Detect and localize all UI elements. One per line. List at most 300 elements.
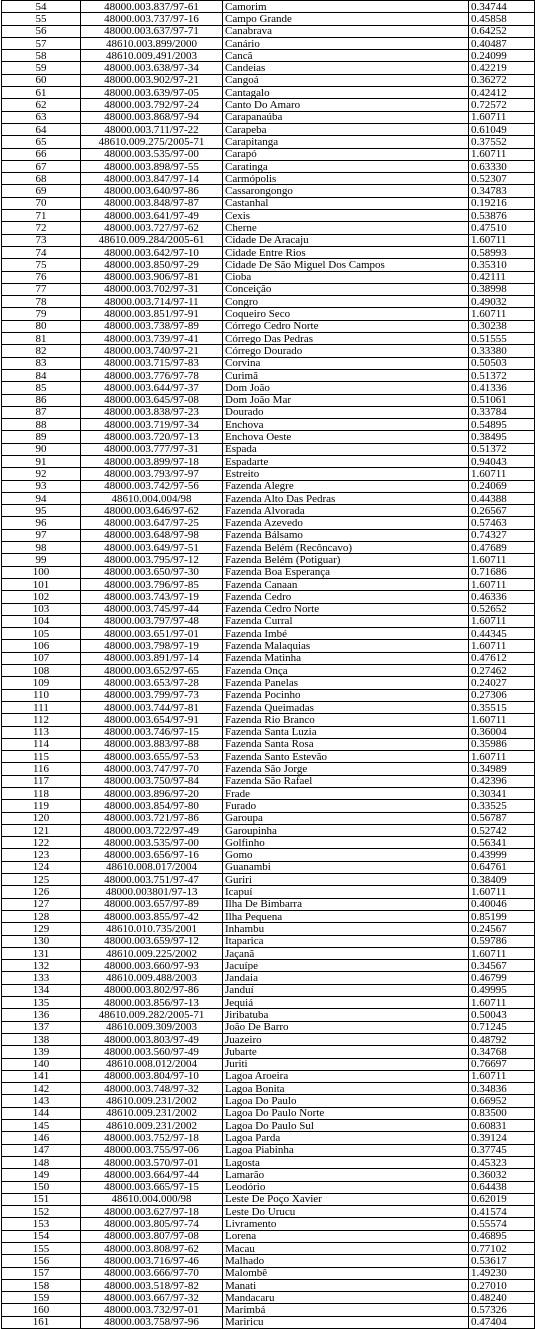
value-cell: 0.42396: [469, 775, 535, 787]
value-cell: 0.57326: [469, 1304, 535, 1316]
field-name-cell: Fazenda Santa Rosa: [223, 738, 469, 750]
row-number-cell: 161: [2, 1316, 81, 1328]
row-number-cell: 103: [2, 603, 81, 615]
table-row: [2, 160, 535, 172]
value-cell: 0.41574: [469, 1206, 535, 1218]
value-cell: 1.60711: [469, 148, 535, 160]
process-number-cell: 48000.003.747/97-70: [81, 763, 223, 775]
field-name-cell: Carapanaúba: [223, 111, 469, 123]
field-name-cell: Itaparica: [223, 935, 469, 947]
field-name-cell: Jiribatuba: [223, 1009, 469, 1021]
row-number-cell: 72: [2, 222, 81, 234]
process-number-cell: 48610.008.017/2004: [81, 861, 223, 873]
value-cell: 0.56341: [469, 837, 535, 849]
process-number-cell: 48000.003.714/97-11: [81, 296, 223, 308]
table-row: [2, 1107, 535, 1119]
row-number-cell: 99: [2, 554, 81, 566]
process-number-cell: 48610.009.275/2005-71: [81, 136, 223, 148]
field-name-cell: Carapó: [223, 148, 469, 160]
table-row: [2, 443, 535, 455]
table-row: [2, 455, 535, 467]
field-name-cell: Garoupa: [223, 812, 469, 824]
row-number-cell: 96: [2, 517, 81, 529]
value-cell: 0.34836: [469, 1083, 535, 1095]
row-number-cell: 89: [2, 431, 81, 443]
field-name-cell: Dom João: [223, 382, 469, 394]
table-row: [2, 542, 535, 554]
table-row: [2, 837, 535, 849]
value-cell: 0.51372: [469, 369, 535, 381]
field-name-cell: Lagoa Aroeira: [223, 1070, 469, 1082]
value-cell: 0.58993: [469, 246, 535, 258]
table-row: [2, 923, 535, 935]
row-number-cell: 111: [2, 701, 81, 713]
row-number-cell: 82: [2, 345, 81, 357]
field-name-cell: Campo Grande: [223, 13, 469, 25]
process-number-cell: 48000.003801/97-13: [81, 886, 223, 898]
table-row: [2, 775, 535, 787]
table-row: [2, 1242, 535, 1254]
field-name-cell: Janduí: [223, 984, 469, 996]
field-name-cell: Estreito: [223, 468, 469, 480]
value-cell: 1.60711: [469, 886, 535, 898]
row-number-cell: 136: [2, 1009, 81, 1021]
row-number-cell: 152: [2, 1206, 81, 1218]
value-cell: 1.60711: [469, 308, 535, 320]
value-cell: 0.37745: [469, 1144, 535, 1156]
value-cell: 0.52307: [469, 173, 535, 185]
row-number-cell: 124: [2, 861, 81, 873]
value-cell: 0.26567: [469, 505, 535, 517]
field-name-cell: Juazeiro: [223, 1033, 469, 1045]
row-number-cell: 105: [2, 628, 81, 640]
row-number-cell: 91: [2, 455, 81, 467]
process-number-cell: 48000.003.851/97-91: [81, 308, 223, 320]
row-number-cell: 67: [2, 160, 81, 172]
field-name-cell: Fazenda Azevedo: [223, 517, 469, 529]
field-name-cell: Cexis: [223, 210, 469, 222]
field-name-cell: Fazenda Rio Branco: [223, 714, 469, 726]
value-cell: 0.41336: [469, 382, 535, 394]
table-row: [2, 50, 535, 62]
field-name-cell: Leste Do Urucu: [223, 1206, 469, 1218]
value-cell: 0.57463: [469, 517, 535, 529]
process-number-cell: 48000.003.640/97-86: [81, 185, 223, 197]
process-number-cell: 48000.003.739/97-41: [81, 333, 223, 345]
table-row: [2, 800, 535, 812]
field-name-cell: Lamarão: [223, 1169, 469, 1181]
field-name-cell: Fazenda Matinha: [223, 652, 469, 664]
row-number-cell: 57: [2, 37, 81, 49]
table-row: [2, 1083, 535, 1095]
value-cell: 0.38409: [469, 874, 535, 886]
row-number-cell: 86: [2, 394, 81, 406]
value-cell: 0.56787: [469, 812, 535, 824]
value-cell: 0.37552: [469, 136, 535, 148]
row-number-cell: 145: [2, 1120, 81, 1132]
table-row: [2, 640, 535, 652]
table-row: [2, 615, 535, 627]
process-number-cell: 48000.003.755/97-06: [81, 1144, 223, 1156]
table-row: [2, 308, 535, 320]
row-number-cell: 113: [2, 726, 81, 738]
row-number-cell: 142: [2, 1083, 81, 1095]
field-name-cell: Cassarongongo: [223, 185, 469, 197]
value-cell: 0.48240: [469, 1292, 535, 1304]
value-cell: 0.85199: [469, 910, 535, 922]
field-name-cell: Canto Do Amaro: [223, 99, 469, 111]
process-number-cell: 48000.003.727/97-62: [81, 222, 223, 234]
process-number-cell: 48000.003.637/97-71: [81, 25, 223, 37]
table-row: [2, 591, 535, 603]
value-cell: 0.83500: [469, 1107, 535, 1119]
process-number-cell: 48000.003.855/97-42: [81, 910, 223, 922]
value-cell: 1.60711: [469, 640, 535, 652]
field-name-cell: Camorim: [223, 1, 469, 13]
field-name-cell: Espadarte: [223, 455, 469, 467]
value-cell: 0.54895: [469, 419, 535, 431]
value-cell: 0.27462: [469, 665, 535, 677]
value-cell: 0.52742: [469, 824, 535, 836]
table-row: [2, 886, 535, 898]
field-name-cell: Fazenda Santa Luzia: [223, 726, 469, 738]
field-name-cell: Castanhal: [223, 197, 469, 209]
row-number-cell: 58: [2, 50, 81, 62]
value-cell: 0.33784: [469, 406, 535, 418]
table-row: [2, 271, 535, 283]
value-cell: 1.60711: [469, 751, 535, 763]
process-number-cell: 48000.003.650/97-30: [81, 566, 223, 578]
row-number-cell: 135: [2, 997, 81, 1009]
process-number-cell: 48000.003.799/97-73: [81, 689, 223, 701]
row-number-cell: 120: [2, 812, 81, 824]
value-cell: 0.34567: [469, 960, 535, 972]
table-row: [2, 1021, 535, 1033]
field-name-cell: Guriri: [223, 874, 469, 886]
row-number-cell: 69: [2, 185, 81, 197]
table-row: [2, 345, 535, 357]
process-number-cell: 48610.009.284/2005-61: [81, 234, 223, 246]
field-name-cell: Jequiá: [223, 997, 469, 1009]
value-cell: 0.61049: [469, 123, 535, 135]
table-row: [2, 259, 535, 271]
row-number-cell: 133: [2, 972, 81, 984]
value-cell: 0.64252: [469, 25, 535, 37]
process-number-cell: 48000.003.758/97-96: [81, 1316, 223, 1328]
field-name-cell: Lorena: [223, 1230, 469, 1242]
field-name-cell: Lagosta: [223, 1156, 469, 1168]
value-cell: 0.24027: [469, 677, 535, 689]
process-number-cell: 48000.003.802/97-86: [81, 984, 223, 996]
value-cell: 0.27306: [469, 689, 535, 701]
process-number-cell: 48000.003.665/97-15: [81, 1181, 223, 1193]
row-number-cell: 130: [2, 935, 81, 947]
row-number-cell: 125: [2, 874, 81, 886]
field-name-cell: Gomo: [223, 849, 469, 861]
process-number-cell: 48000.003.797/97-48: [81, 615, 223, 627]
process-number-cell: 48610.009.309/2003: [81, 1021, 223, 1033]
row-number-cell: 80: [2, 320, 81, 332]
value-cell: 0.35310: [469, 259, 535, 271]
field-name-cell: Fazenda Curral: [223, 615, 469, 627]
value-cell: 0.36032: [469, 1169, 535, 1181]
field-name-cell: Lagoa Bonita: [223, 1083, 469, 1095]
field-name-cell: Canabrava: [223, 25, 469, 37]
table-row: [2, 849, 535, 861]
table-row: [2, 210, 535, 222]
process-number-cell: 48000.003.651/97-01: [81, 628, 223, 640]
table-row: [2, 369, 535, 381]
table-body: [2, 1, 535, 1329]
row-number-cell: 150: [2, 1181, 81, 1193]
row-number-cell: 110: [2, 689, 81, 701]
value-cell: 0.36004: [469, 726, 535, 738]
table-row: [2, 628, 535, 640]
row-number-cell: 84: [2, 369, 81, 381]
process-number-cell: 48000.003.715/97-83: [81, 357, 223, 369]
table-row: [2, 99, 535, 111]
row-number-cell: 59: [2, 62, 81, 74]
table-row: [2, 1304, 535, 1316]
field-name-cell: Malhado: [223, 1255, 469, 1267]
row-number-cell: 70: [2, 197, 81, 209]
process-number-cell: 48000.003.850/97-29: [81, 259, 223, 271]
table-row: [2, 652, 535, 664]
process-number-cell: 48610.009.231/2002: [81, 1120, 223, 1132]
row-number-cell: 158: [2, 1279, 81, 1291]
field-name-cell: Carmópolis: [223, 173, 469, 185]
table-row: [2, 874, 535, 886]
value-cell: 0.74327: [469, 529, 535, 541]
process-number-cell: 48000.003.652/97-65: [81, 665, 223, 677]
process-number-cell: 48000.003.638/97-34: [81, 62, 223, 74]
value-cell: 0.44388: [469, 492, 535, 504]
field-name-cell: Fazenda Alvorada: [223, 505, 469, 517]
value-cell: 0.40487: [469, 37, 535, 49]
row-number-cell: 140: [2, 1058, 81, 1070]
table-row: [2, 320, 535, 332]
field-name-cell: Fazenda Bálsamo: [223, 529, 469, 541]
row-number-cell: 97: [2, 529, 81, 541]
table-row: [2, 824, 535, 836]
table-row: [2, 960, 535, 972]
field-name-cell: Fazenda Malaquias: [223, 640, 469, 652]
field-name-cell: Córrego Dourado: [223, 345, 469, 357]
table-row: [2, 25, 535, 37]
field-name-cell: Guanambi: [223, 861, 469, 873]
table-row: [2, 406, 535, 418]
row-number-cell: 127: [2, 898, 81, 910]
process-number-cell: 48000.003.648/97-98: [81, 529, 223, 541]
row-number-cell: 119: [2, 800, 81, 812]
value-cell: 0.24099: [469, 50, 535, 62]
value-cell: 0.53876: [469, 210, 535, 222]
field-name-cell: Córrego Cedro Norte: [223, 320, 469, 332]
field-name-cell: Garoupinha: [223, 824, 469, 836]
field-name-cell: Jacuípe: [223, 960, 469, 972]
process-number-cell: 48000.003.795/97-12: [81, 554, 223, 566]
field-name-cell: Frade: [223, 788, 469, 800]
row-number-cell: 153: [2, 1218, 81, 1230]
value-cell: 0.72572: [469, 99, 535, 111]
value-cell: 0.34989: [469, 763, 535, 775]
process-number-cell: 48000.003.744/97-81: [81, 701, 223, 713]
value-cell: 1.60711: [469, 468, 535, 480]
field-name-cell: Mariricu: [223, 1316, 469, 1328]
table-row: [2, 111, 535, 123]
table-row: [2, 468, 535, 480]
table-row: [2, 1255, 535, 1267]
table-row: [2, 578, 535, 590]
row-number-cell: 77: [2, 283, 81, 295]
value-cell: 0.42412: [469, 87, 535, 99]
value-cell: 0.64438: [469, 1181, 535, 1193]
process-number-cell: 48000.003.752/97-18: [81, 1132, 223, 1144]
table-row: [2, 997, 535, 1009]
field-name-cell: Cidade Entre Rios: [223, 246, 469, 258]
field-name-cell: Congro: [223, 296, 469, 308]
process-number-cell: 48000.003.649/97-51: [81, 542, 223, 554]
field-name-cell: Carapitanga: [223, 136, 469, 148]
field-name-cell: Lagoa Piabinha: [223, 1144, 469, 1156]
process-number-cell: 48000.003.805/97-74: [81, 1218, 223, 1230]
field-name-cell: Cidade De São Miguel Dos Campos: [223, 259, 469, 271]
row-number-cell: 117: [2, 775, 81, 787]
field-name-cell: Furado: [223, 800, 469, 812]
value-cell: 1.60711: [469, 234, 535, 246]
table-row: [2, 726, 535, 738]
process-number-cell: 48000.003.702/97-31: [81, 283, 223, 295]
table-row: [2, 382, 535, 394]
row-number-cell: 100: [2, 566, 81, 578]
value-cell: 0.50503: [469, 357, 535, 369]
table-row: [2, 738, 535, 750]
process-number-cell: 48610.010.735/2001: [81, 923, 223, 935]
process-number-cell: 48000.003.793/97-97: [81, 468, 223, 480]
value-cell: 0.42111: [469, 271, 535, 283]
field-name-cell: Lagoa Do Paulo Norte: [223, 1107, 469, 1119]
value-cell: 1.60711: [469, 1070, 535, 1082]
field-name-cell: Fazenda São Rafael: [223, 775, 469, 787]
field-name-cell: Fazenda Cedro Norte: [223, 603, 469, 615]
table-row: [2, 947, 535, 959]
value-cell: 0.45323: [469, 1156, 535, 1168]
value-cell: 0.47510: [469, 222, 535, 234]
field-name-cell: Ilha Pequena: [223, 910, 469, 922]
table-row: [2, 480, 535, 492]
field-name-cell: Curimã: [223, 369, 469, 381]
field-name-cell: Fazenda Onça: [223, 665, 469, 677]
process-number-cell: 48000.003.743/97-19: [81, 591, 223, 603]
fields-table: [1, 0, 535, 1329]
table-row: [2, 517, 535, 529]
table-row: [2, 751, 535, 763]
table-row: [2, 1156, 535, 1168]
process-number-cell: 48000.003.639/97-05: [81, 87, 223, 99]
table-row: [2, 788, 535, 800]
table-row: [2, 394, 535, 406]
row-number-cell: 87: [2, 406, 81, 418]
table-row: [2, 1316, 535, 1328]
process-number-cell: 48000.003.750/97-84: [81, 775, 223, 787]
row-number-cell: 66: [2, 148, 81, 160]
table-row: [2, 910, 535, 922]
process-number-cell: 48000.003.642/97-10: [81, 246, 223, 258]
field-name-cell: Mandacaru: [223, 1292, 469, 1304]
row-number-cell: 160: [2, 1304, 81, 1316]
process-number-cell: 48000.003.666/97-70: [81, 1267, 223, 1279]
row-number-cell: 73: [2, 234, 81, 246]
value-cell: 1.60711: [469, 714, 535, 726]
table-row: [2, 1058, 535, 1070]
row-number-cell: 71: [2, 210, 81, 222]
value-cell: 0.35515: [469, 701, 535, 713]
process-number-cell: 48000.003.807/97-08: [81, 1230, 223, 1242]
value-cell: 1.60711: [469, 578, 535, 590]
row-number-cell: 83: [2, 357, 81, 369]
field-name-cell: Jaçanã: [223, 947, 469, 959]
value-cell: 0.33380: [469, 345, 535, 357]
field-name-cell: Macau: [223, 1242, 469, 1254]
process-number-cell: 48000.003.902/97-21: [81, 74, 223, 86]
value-cell: 0.55574: [469, 1218, 535, 1230]
process-number-cell: 48000.003.883/97-88: [81, 738, 223, 750]
process-number-cell: 48000.003.716/97-46: [81, 1255, 223, 1267]
value-cell: 0.76697: [469, 1058, 535, 1070]
field-name-cell: Enchova Oeste: [223, 431, 469, 443]
field-name-cell: Jubarte: [223, 1046, 469, 1058]
table-row: [2, 935, 535, 947]
table-row: [2, 861, 535, 873]
process-number-cell: 48000.003.804/97-10: [81, 1070, 223, 1082]
row-number-cell: 92: [2, 468, 81, 480]
row-number-cell: 132: [2, 960, 81, 972]
row-number-cell: 146: [2, 1132, 81, 1144]
process-number-cell: 48000.003.792/97-24: [81, 99, 223, 111]
row-number-cell: 107: [2, 652, 81, 664]
process-number-cell: 48610.009.488/2003: [81, 972, 223, 984]
process-number-cell: 48000.003.659/97-12: [81, 935, 223, 947]
table-row: [2, 1120, 535, 1132]
table-row: [2, 1279, 535, 1291]
process-number-cell: 48000.003.721/97-86: [81, 812, 223, 824]
field-name-cell: Manati: [223, 1279, 469, 1291]
table-row: [2, 763, 535, 775]
field-name-cell: Carapeba: [223, 123, 469, 135]
process-number-cell: 48000.003.751/97-47: [81, 874, 223, 886]
process-number-cell: 48610.009.282/2005-71: [81, 1009, 223, 1021]
value-cell: 0.33525: [469, 800, 535, 812]
field-name-cell: Coqueiro Seco: [223, 308, 469, 320]
process-number-cell: 48000.003.803/97-49: [81, 1033, 223, 1045]
process-number-cell: 48000.003.660/97-93: [81, 960, 223, 972]
field-name-cell: Dourado: [223, 406, 469, 418]
field-name-cell: Livramento: [223, 1218, 469, 1230]
row-number-cell: 101: [2, 578, 81, 590]
value-cell: 1.60711: [469, 111, 535, 123]
process-number-cell: 48000.003.570/97-01: [81, 1156, 223, 1168]
process-number-cell: 48000.003.898/97-55: [81, 160, 223, 172]
field-name-cell: Fazenda Alegre: [223, 480, 469, 492]
table-row: [2, 1193, 535, 1205]
process-number-cell: 48000.003.641/97-49: [81, 210, 223, 222]
row-number-cell: 154: [2, 1230, 81, 1242]
process-number-cell: 48000.003.720/97-13: [81, 431, 223, 443]
field-name-cell: Golfinho: [223, 837, 469, 849]
table-row: [2, 87, 535, 99]
table-row: [2, 283, 535, 295]
field-name-cell: Canário: [223, 37, 469, 49]
